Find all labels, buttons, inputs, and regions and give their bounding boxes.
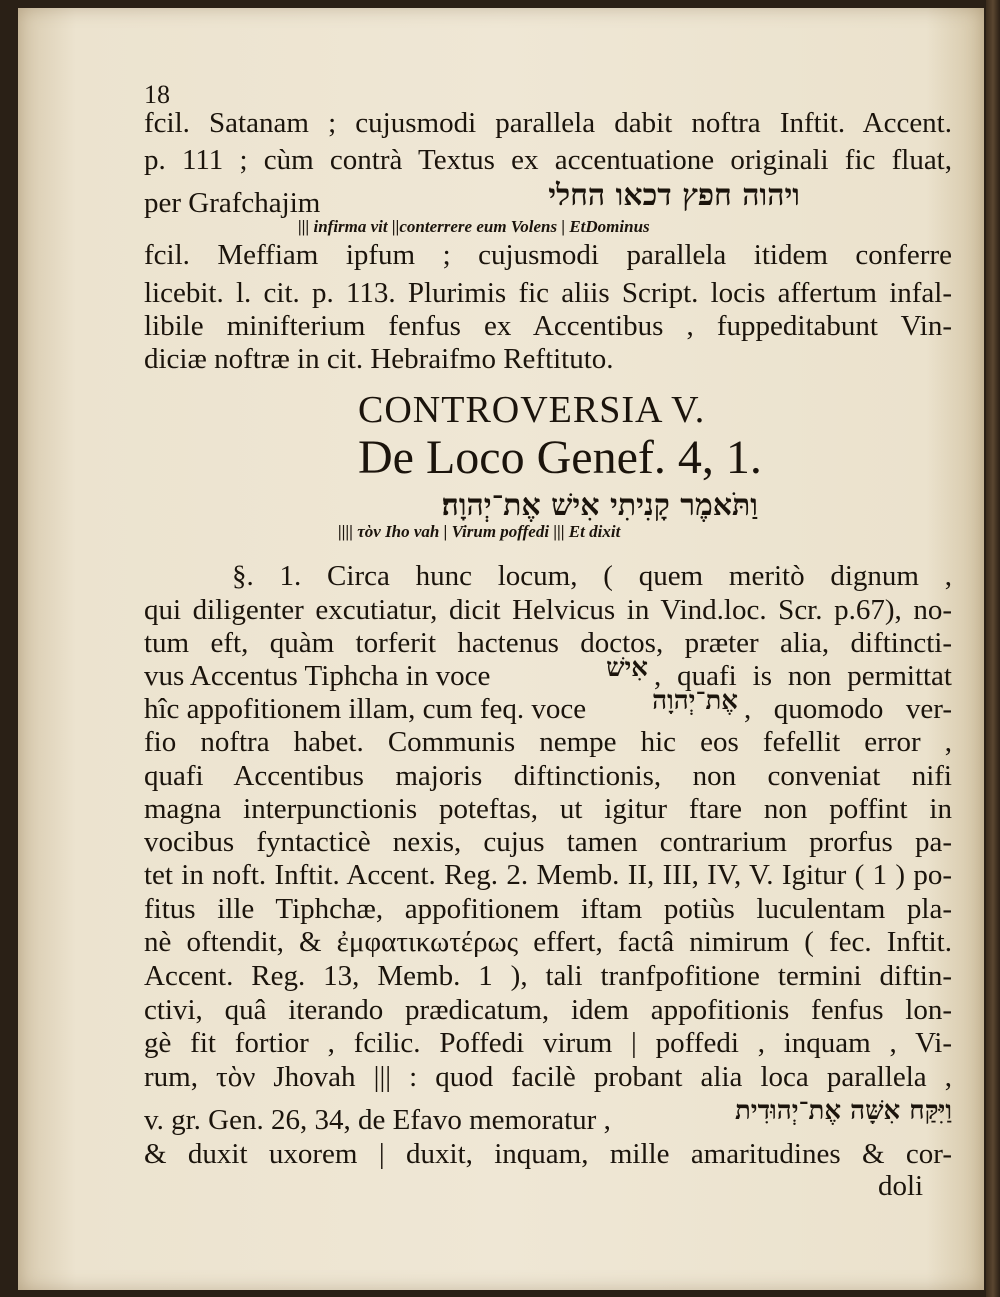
- text-line: §. 1. Circa hunc locum, ( quem meritò dignum ,: [232, 560, 952, 592]
- text-line: hîc appofitionem illam, cum feq. voce: [144, 693, 587, 725]
- text-line: fio noftra habet. Communis nempe hic eos fefellit error ,: [144, 726, 952, 758]
- text-line: diciæ noftræ in cit. Hebraifmo Reftituto.: [144, 343, 614, 375]
- text-line: tum eft, quàm torferit hactenus doctos, præter alia, diftincti-: [144, 627, 952, 659]
- hebrew-word: אִישׁ: [606, 653, 648, 683]
- text-line: v. gr. Gen. 26, 34, de Efavo memoratur ,: [144, 1104, 611, 1136]
- text-line: , quafi is non permittat: [654, 660, 952, 692]
- hebrew-quote: וַיִּקַּח אִשָּׁה אֶת־יְהוּדִית: [734, 1096, 952, 1126]
- book-page: [18, 8, 984, 1290]
- text-line: quafi Accentibus majoris diftinctionis, non conveniat nifi: [144, 760, 952, 792]
- text-line: , quomodo ver-: [744, 693, 952, 725]
- text-line: fcil. Meffiam ipfum ; cujusmodi parallela itidem conferre: [144, 239, 952, 271]
- interlinear-gloss: ||| infirma vit ||conterrere eum Volens | EtDominus: [298, 217, 650, 236]
- book-spine-edge: [986, 0, 1000, 1297]
- section-subheading: De Loco Genef. 4, 1.: [358, 431, 762, 484]
- text-line: & duxit uxorem | duxit, inquam, mille amaritudines & cor-: [144, 1138, 952, 1170]
- page-number: 18: [144, 80, 170, 109]
- text-line: nè oftendit, & ἐμφατικωτέρως effert, factâ nimirum ( fec. Inftit.: [144, 926, 952, 958]
- section-heading: CONTROVERSIA V.: [358, 389, 706, 431]
- text-line: licebit. l. cit. p. 113. Plurimis fic aliis Script. locis affertum infal-: [144, 277, 952, 309]
- hebrew-verse: ויהוה חפץ דכאו החלי: [548, 178, 800, 213]
- text-line: rum, τὸν Jhovah ||| : quod facilè probant alia loca parallela ,: [144, 1061, 952, 1093]
- interlinear-gloss: |||| τὸν Iho vah | Virum poffedi ||| Et dixit: [338, 522, 621, 541]
- text-line: fitus ille Tiphchæ, appofitionem iftam potiùs luculentam pla-: [144, 893, 952, 925]
- text-line: libile minifterium fenfus ex Accentibus , fuppeditabunt Vin-: [144, 310, 952, 342]
- text-line: per Grafchajim: [144, 187, 321, 219]
- text-line: p. 111 ; cùm contrà Textus ex accentuatione originali fic fluat,: [144, 144, 952, 176]
- text-line: ctivi, quâ iterando prædicatum, idem appofitionis fenfus lon-: [144, 994, 952, 1026]
- text-line: fcil. Satanam ; cujusmodi parallela dabit noftra Inftit. Accent.: [144, 107, 952, 139]
- text-line: magna interpunctionis poteftas, ut igitur ftare non poffint in: [144, 793, 952, 825]
- hebrew-word: אֶת־יְהוָה: [652, 686, 738, 716]
- text-line: vus Accentus Tiphcha in voce: [144, 660, 491, 692]
- text-line: vocibus fyntacticè nexis, cujus tamen contrarium prorfus pa-: [144, 826, 952, 858]
- hebrew-verse: וַתֹּאמֶר קָנִיתִי אִישׁ אֶת־יְהוָה׃: [441, 488, 758, 523]
- text-line: Accent. Reg. 13, Memb. 1 ), tali tranfpofitione termini diftin-: [144, 960, 952, 992]
- text-line: tet in noft. Inftit. Accent. Reg. 2. Memb. II, III, IV, V. Igitur ( 1 ) po-: [144, 859, 952, 891]
- text-line: gè fit fortior , fcilic. Poffedi virum | poffedi , inquam , Vi-: [144, 1027, 952, 1059]
- catchword: doli: [878, 1170, 924, 1202]
- text-line: qui diligenter excutiatur, dicit Helvicus in Vind.loc. Scr. p.67), no-: [144, 594, 952, 626]
